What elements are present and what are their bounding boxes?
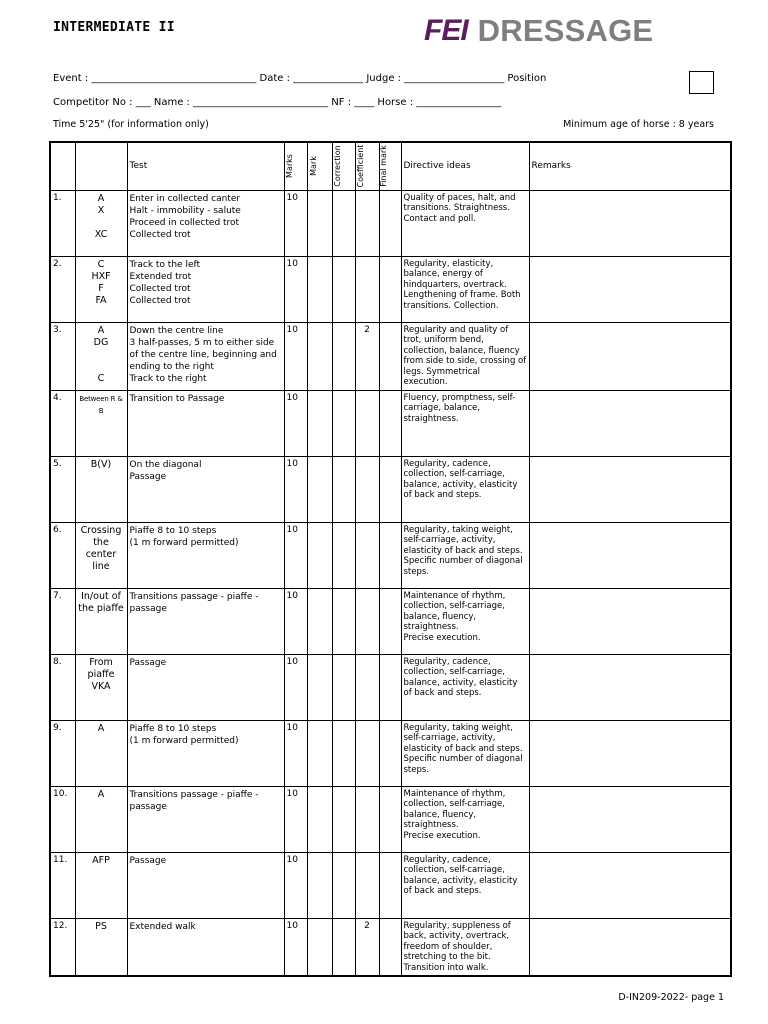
final-mark-cell[interactable]: [379, 522, 401, 588]
final-mark-cell[interactable]: [379, 918, 401, 976]
minimum-age-info: Minimum age of horse : 8 years: [563, 119, 714, 130]
score-sheet-table: [49, 141, 732, 977]
table-row: [50, 190, 731, 256]
movement-number: 2.: [50, 256, 75, 322]
coefficient-cell: [355, 190, 379, 256]
header-final-mark: Final mark: [379, 142, 401, 190]
correction-cell[interactable]: [332, 390, 355, 456]
movement-number: 9.: [50, 720, 75, 786]
movement-test: Extended walk: [127, 918, 284, 976]
movement-letters: PS: [75, 918, 127, 976]
table-row: [50, 456, 731, 522]
table-row: [50, 720, 731, 786]
table-row: [50, 256, 731, 322]
directive-ideas: Regularity, elasticity, balance, energy of hindquarters, overtrack. Lengthening of frame. Both transitions. Collection.: [401, 256, 529, 322]
mark-cell[interactable]: [307, 654, 332, 720]
remarks-cell[interactable]: [529, 256, 731, 322]
max-marks: 10: [284, 256, 307, 322]
directive-ideas: Maintenance of rhythm, collection, self-carriage, balance, fluency, straightness. Precise execution.: [401, 786, 529, 852]
coefficient-cell: [355, 720, 379, 786]
movement-number: 3.: [50, 322, 75, 390]
directive-ideas: Maintenance of rhythm, collection, self-carriage, balance, fluency, straightness. Precise execution.: [401, 588, 529, 654]
mark-cell[interactable]: [307, 390, 332, 456]
directive-ideas: Regularity, cadence, collection, self-carriage, balance, activity, elasticity of back and steps.: [401, 654, 529, 720]
final-mark-cell[interactable]: [379, 322, 401, 390]
final-mark-cell[interactable]: [379, 720, 401, 786]
movement-number: 7.: [50, 588, 75, 654]
table-row: [50, 522, 731, 588]
page-reference: D-IN209-2022- page 1: [618, 992, 724, 1003]
correction-cell[interactable]: [332, 522, 355, 588]
table-row: [50, 322, 731, 390]
movement-letters: Crossing the center line: [75, 522, 127, 588]
movement-number: 4.: [50, 390, 75, 456]
directive-ideas: Regularity, taking weight, self-carriage, activity, elasticity of back and steps. Specific number of diagonal steps.: [401, 720, 529, 786]
remarks-cell[interactable]: [529, 390, 731, 456]
movement-letters: AFP: [75, 852, 127, 918]
mark-cell[interactable]: [307, 256, 332, 322]
movement-number: 11.: [50, 852, 75, 918]
event-date-judge-line: Event : _________________________________ Date : ______________ Judge : ____________________ Position: [53, 73, 547, 84]
movement-letters: A X XC: [75, 190, 127, 256]
correction-cell[interactable]: [332, 720, 355, 786]
movement-letters: A DG C: [75, 322, 127, 390]
directive-ideas: Fluency, promptness, self-carriage, balance, straightness.: [401, 390, 529, 456]
coefficient-cell: 2: [355, 322, 379, 390]
movement-number: 1.: [50, 190, 75, 256]
max-marks: 10: [284, 588, 307, 654]
header-mark: Mark: [307, 142, 332, 190]
movement-test: Transitions passage - piaffe - passage: [127, 786, 284, 852]
dressage-logo-text: DRESSAGE: [477, 13, 654, 48]
mark-cell[interactable]: [307, 322, 332, 390]
position-box[interactable]: [689, 71, 714, 94]
table-row: [50, 852, 731, 918]
movement-test: Passage: [127, 654, 284, 720]
header-test: Test: [127, 142, 284, 190]
coefficient-cell: [355, 654, 379, 720]
remarks-cell[interactable]: [529, 588, 731, 654]
correction-cell[interactable]: [332, 918, 355, 976]
final-mark-cell[interactable]: [379, 654, 401, 720]
correction-cell[interactable]: [332, 190, 355, 256]
directive-ideas: Quality of paces, halt, and transitions. Straightness. Contact and poll.: [401, 190, 529, 256]
mark-cell[interactable]: [307, 522, 332, 588]
table-row: [50, 390, 731, 456]
max-marks: 10: [284, 522, 307, 588]
correction-cell[interactable]: [332, 456, 355, 522]
correction-cell[interactable]: [332, 256, 355, 322]
movement-test: Piaffe 8 to 10 steps (1 m forward permitted): [127, 720, 284, 786]
movement-test: On the diagonal Passage: [127, 456, 284, 522]
movement-number: 12.: [50, 918, 75, 976]
directive-ideas: Regularity and quality of trot, uniform bend, collection, balance, fluency from side to side, crossing of legs. Symmetrical execution.: [401, 322, 529, 390]
final-mark-cell[interactable]: [379, 456, 401, 522]
max-marks: 10: [284, 456, 307, 522]
movement-letters: In/out of the piaffe: [75, 588, 127, 654]
table-row: [50, 654, 731, 720]
final-mark-cell[interactable]: [379, 588, 401, 654]
remarks-cell[interactable]: [529, 456, 731, 522]
final-mark-cell[interactable]: [379, 852, 401, 918]
mark-cell[interactable]: [307, 720, 332, 786]
final-mark-cell[interactable]: [379, 190, 401, 256]
movement-test: Track to the left Extended trot Collected trot Collected trot: [127, 256, 284, 322]
max-marks: 10: [284, 190, 307, 256]
max-marks: 10: [284, 390, 307, 456]
directive-ideas: Regularity, cadence, collection, self-carriage, balance, activity, elasticity of back and steps.: [401, 456, 529, 522]
remarks-cell[interactable]: [529, 190, 731, 256]
time-info: Time 5'25" (for information only): [53, 119, 209, 130]
movement-letters: From piaffe VKA: [75, 654, 127, 720]
header-correction: Correction: [332, 142, 355, 190]
movement-letters: Between R & B: [75, 390, 127, 456]
coefficient-cell: [355, 390, 379, 456]
movement-letters: A: [75, 786, 127, 852]
header-coefficient: Coefficient: [355, 142, 379, 190]
directive-ideas: Regularity, taking weight, self-carriage, activity, elasticity of back and steps. Specific number of diagonal steps.: [401, 522, 529, 588]
remarks-cell[interactable]: [529, 918, 731, 976]
max-marks: 10: [284, 918, 307, 976]
table-row: [50, 786, 731, 852]
movement-letters: C HXF F FA: [75, 256, 127, 322]
movement-number: 6.: [50, 522, 75, 588]
coefficient-cell: [355, 256, 379, 322]
table-header-row: [50, 142, 731, 190]
coefficient-cell: [355, 588, 379, 654]
mark-cell[interactable]: [307, 786, 332, 852]
header-remarks: Remarks: [529, 142, 731, 190]
movement-test: Transition to Passage: [127, 390, 284, 456]
remarks-cell[interactable]: [529, 654, 731, 720]
directive-ideas: Regularity, cadence, collection, self-carriage, balance, activity, elasticity of back and steps.: [401, 852, 529, 918]
table-row: [50, 588, 731, 654]
mark-cell[interactable]: [307, 588, 332, 654]
movement-letters: A: [75, 720, 127, 786]
mark-cell[interactable]: [307, 456, 332, 522]
correction-cell[interactable]: [332, 588, 355, 654]
coefficient-cell: [355, 786, 379, 852]
final-mark-cell[interactable]: [379, 390, 401, 456]
movement-test: Passage: [127, 852, 284, 918]
movement-number: 10.: [50, 786, 75, 852]
coefficient-cell: [355, 456, 379, 522]
final-mark-cell[interactable]: [379, 256, 401, 322]
mark-cell[interactable]: [307, 190, 332, 256]
remarks-cell[interactable]: [529, 852, 731, 918]
remarks-cell[interactable]: [529, 522, 731, 588]
coefficient-cell: [355, 522, 379, 588]
max-marks: 10: [284, 654, 307, 720]
correction-cell[interactable]: [332, 322, 355, 390]
movement-test: Transitions passage - piaffe - passage: [127, 588, 284, 654]
correction-cell[interactable]: [332, 852, 355, 918]
coefficient-cell: [355, 852, 379, 918]
header-movement: [75, 142, 127, 190]
correction-cell[interactable]: [332, 654, 355, 720]
remarks-cell[interactable]: [529, 322, 731, 390]
movement-test: Enter in collected canter Halt - immobility - salute Proceed in collected trot Collected trot: [127, 190, 284, 256]
header-number: [50, 142, 75, 190]
test-title: INTERMEDIATE II: [53, 20, 175, 35]
mark-cell[interactable]: [307, 918, 332, 976]
fei-dressage-logo: [424, 14, 653, 48]
header-marks: Marks: [284, 142, 307, 190]
movement-test: Piaffe 8 to 10 steps (1 m forward permitted): [127, 522, 284, 588]
max-marks: 10: [284, 322, 307, 390]
mark-cell[interactable]: [307, 852, 332, 918]
coefficient-cell: 2: [355, 918, 379, 976]
header-directive-ideas: Directive ideas: [401, 142, 529, 190]
fei-logo-text: FEI: [424, 14, 468, 47]
movement-number: 5.: [50, 456, 75, 522]
competitor-name-horse-line: Competitor No : ___ Name : ___________________________ NF : ____ Horse : _________________: [53, 97, 502, 108]
max-marks: 10: [284, 852, 307, 918]
movement-test: Down the centre line 3 half-passes, 5 m to either side of the centre line, beginning and ending to the right Track to the right: [127, 322, 284, 390]
remarks-cell[interactable]: [529, 720, 731, 786]
correction-cell[interactable]: [332, 786, 355, 852]
movement-letters: B(V): [75, 456, 127, 522]
remarks-cell[interactable]: [529, 786, 731, 852]
movement-number: 8.: [50, 654, 75, 720]
max-marks: 10: [284, 786, 307, 852]
table-row: [50, 918, 731, 976]
directive-ideas: Regularity, suppleness of back, activity, overtrack, freedom of shoulder, stretching to the bit. Transition into walk.: [401, 918, 529, 976]
final-mark-cell[interactable]: [379, 786, 401, 852]
max-marks: 10: [284, 720, 307, 786]
